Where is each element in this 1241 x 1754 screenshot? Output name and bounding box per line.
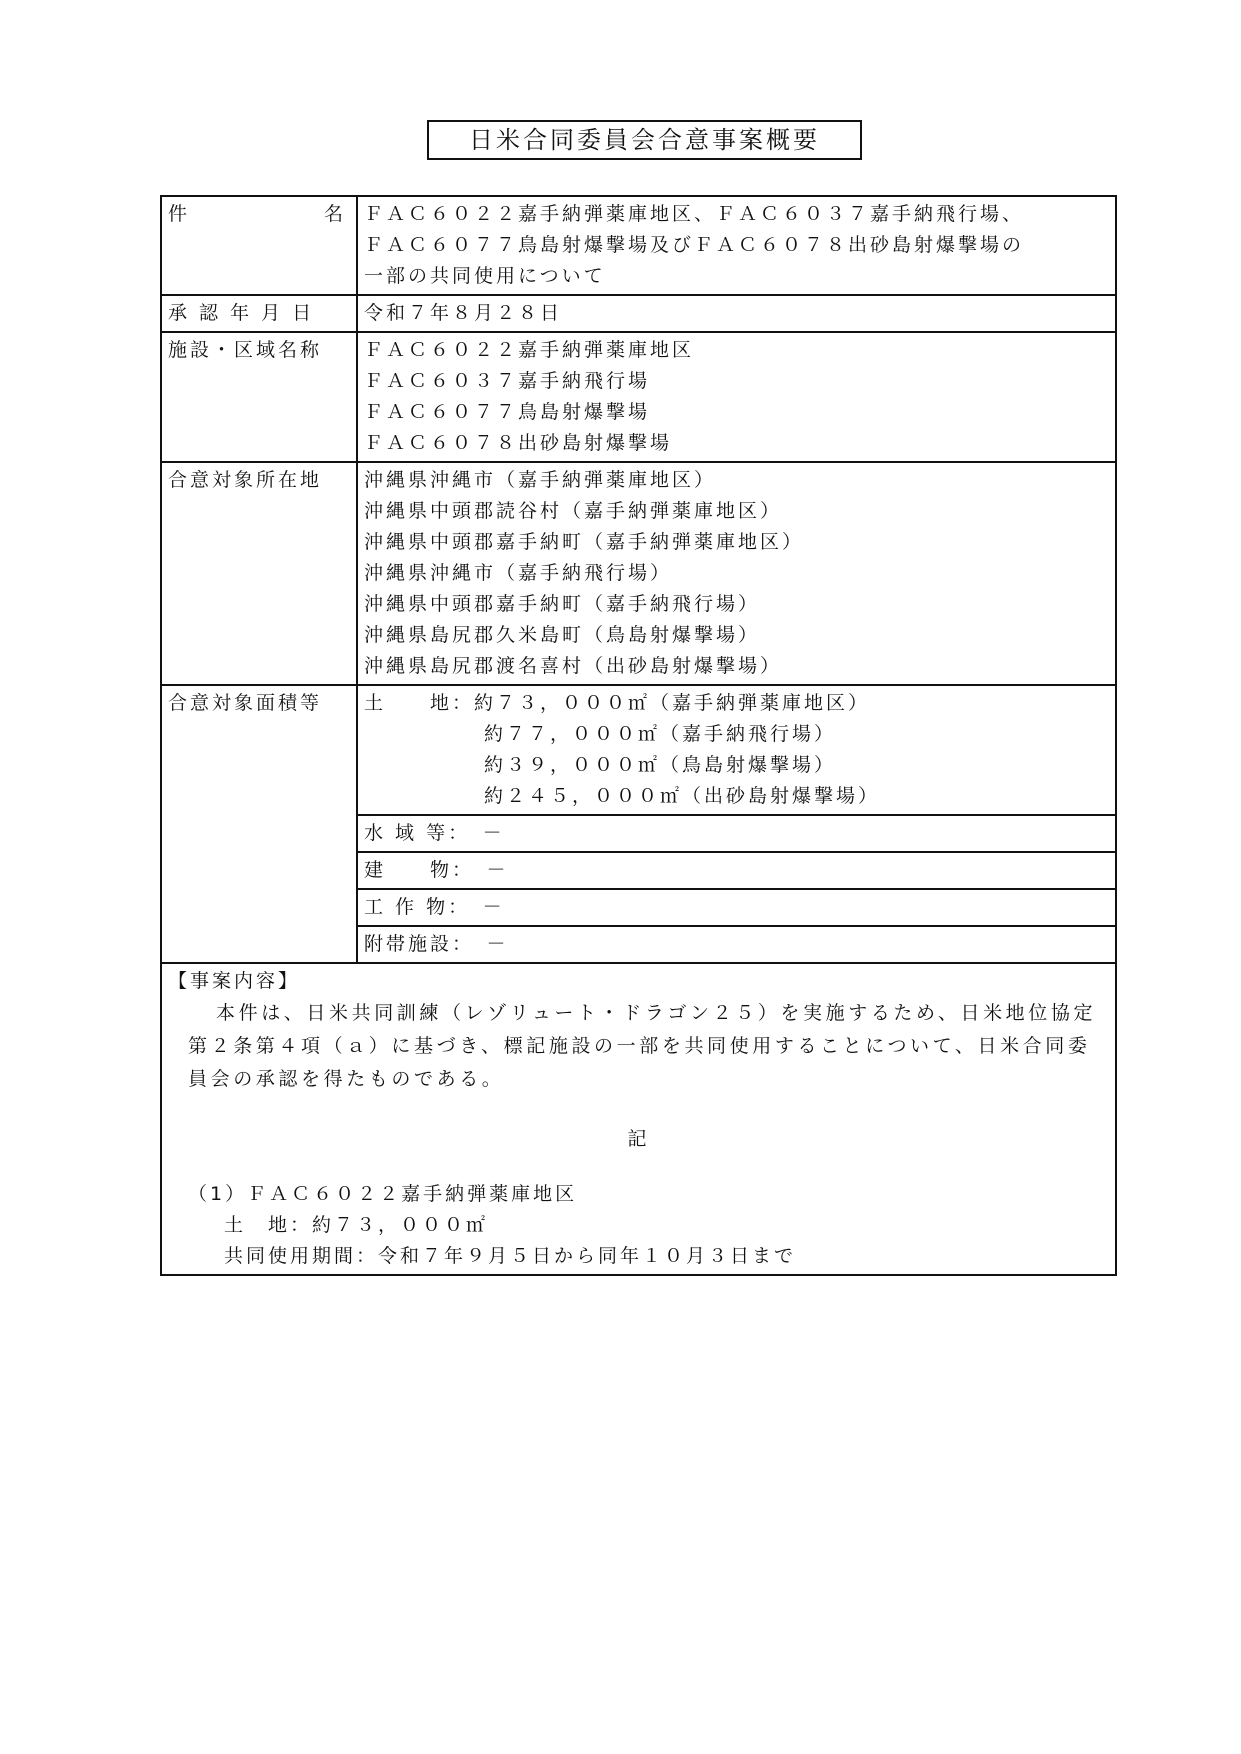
- label-case-name-left: 件: [168, 203, 191, 225]
- value-facility-names: [357, 332, 1116, 462]
- land-area-line: 土 地：約７３，０００㎡（嘉手納弾薬庫地区）: [364, 692, 871, 714]
- location-line: 沖縄県中頭郡嘉手納町（嘉手納弾薬庫地区）: [364, 531, 805, 553]
- facility-name: ＦＡＣ６０７８出砂島射爆撃場: [364, 432, 673, 454]
- land-area-line: 約７７，０００㎡（嘉手納飛行場）: [484, 723, 837, 745]
- label-facility-names: 施設・区域名称: [161, 332, 357, 462]
- label-approval-date: 承 認 年 月 日: [161, 295, 357, 332]
- record-land: 土 地：約７３，０００㎡: [224, 1214, 489, 1236]
- location-line: 沖縄県中頭郡読谷村（嘉手納弾薬庫地区）: [364, 500, 783, 522]
- value-facilities: 附帯施設： －: [357, 926, 1116, 963]
- ki-marker: 記: [627, 1128, 650, 1150]
- location-line: 沖縄県沖縄市（嘉手納飛行場）: [364, 562, 673, 584]
- row-case-name: [161, 196, 1116, 295]
- value-water-area: 水 域 等： －: [357, 815, 1116, 852]
- content-body: 本件は、日米共同訓練（レゾリュート・ドラゴン２５）を実施するため、日米地位協定第２条第４項（ａ）に基づき、標記施設の一部を共同使用することについて、日米合同委員会の承認を得たものである。: [188, 1002, 1097, 1090]
- content-heading: 【事案内容】: [168, 970, 301, 992]
- record-period: 共同使用期間：令和７年９月５日から同年１０月３日まで: [224, 1245, 797, 1267]
- location-line: 沖縄県島尻郡渡名喜村（出砂島射爆撃場）: [364, 655, 783, 677]
- value-buildings: 建 物： －: [357, 852, 1116, 889]
- value-land-area: [357, 685, 1116, 815]
- label-case-name-right: 名: [323, 203, 346, 225]
- land-area-line: 約３９，０００㎡（鳥島射爆撃場）: [484, 754, 837, 776]
- facility-name: ＦＡＣ６０３７嘉手納飛行場: [364, 370, 651, 392]
- record-title: （1）ＦＡＣ６０２２嘉手納弾薬庫地区: [188, 1183, 578, 1205]
- row-areas-land: [161, 685, 1116, 815]
- case-name-line: ＦＡＣ６０２２嘉手納弾薬庫地区、ＦＡＣ６０３７嘉手納飛行場、: [364, 203, 1025, 225]
- row-content: [161, 963, 1116, 1275]
- content-section: [161, 963, 1116, 1275]
- case-name-line: 一部の共同使用について: [364, 265, 606, 287]
- row-approval-date: [161, 295, 1116, 332]
- row-locations: [161, 462, 1116, 685]
- location-line: 沖縄県沖縄市（嘉手納弾薬庫地区）: [364, 469, 717, 491]
- value-case-name: [357, 196, 1116, 295]
- label-case-name: [161, 196, 357, 295]
- land-area-line: 約２４５，０００㎡（出砂島射爆撃場）: [484, 785, 881, 807]
- summary-table: [160, 195, 1117, 1276]
- facility-name: ＦＡＣ６０７７鳥島射爆撃場: [364, 401, 651, 423]
- row-facility-names: [161, 332, 1116, 462]
- page-title: 日米合同委員会合意事案概要: [427, 120, 862, 160]
- facility-name: ＦＡＣ６０２２嘉手納弾薬庫地区: [364, 339, 695, 361]
- label-areas: 合意対象面積等: [161, 685, 357, 963]
- location-line: 沖縄県中頭郡嘉手納町（嘉手納飛行場）: [364, 593, 761, 615]
- value-approval-date: 令和７年８月２８日: [357, 295, 1116, 332]
- case-name-line: ＦＡＣ６０７７鳥島射爆撃場及びＦＡＣ６０７８出砂島射爆撃場の: [364, 234, 1025, 256]
- label-locations: 合意対象所在地: [161, 462, 357, 685]
- value-locations: [357, 462, 1116, 685]
- value-structures: 工 作 物： －: [357, 889, 1116, 926]
- location-line: 沖縄県島尻郡久米島町（鳥島射爆撃場）: [364, 624, 761, 646]
